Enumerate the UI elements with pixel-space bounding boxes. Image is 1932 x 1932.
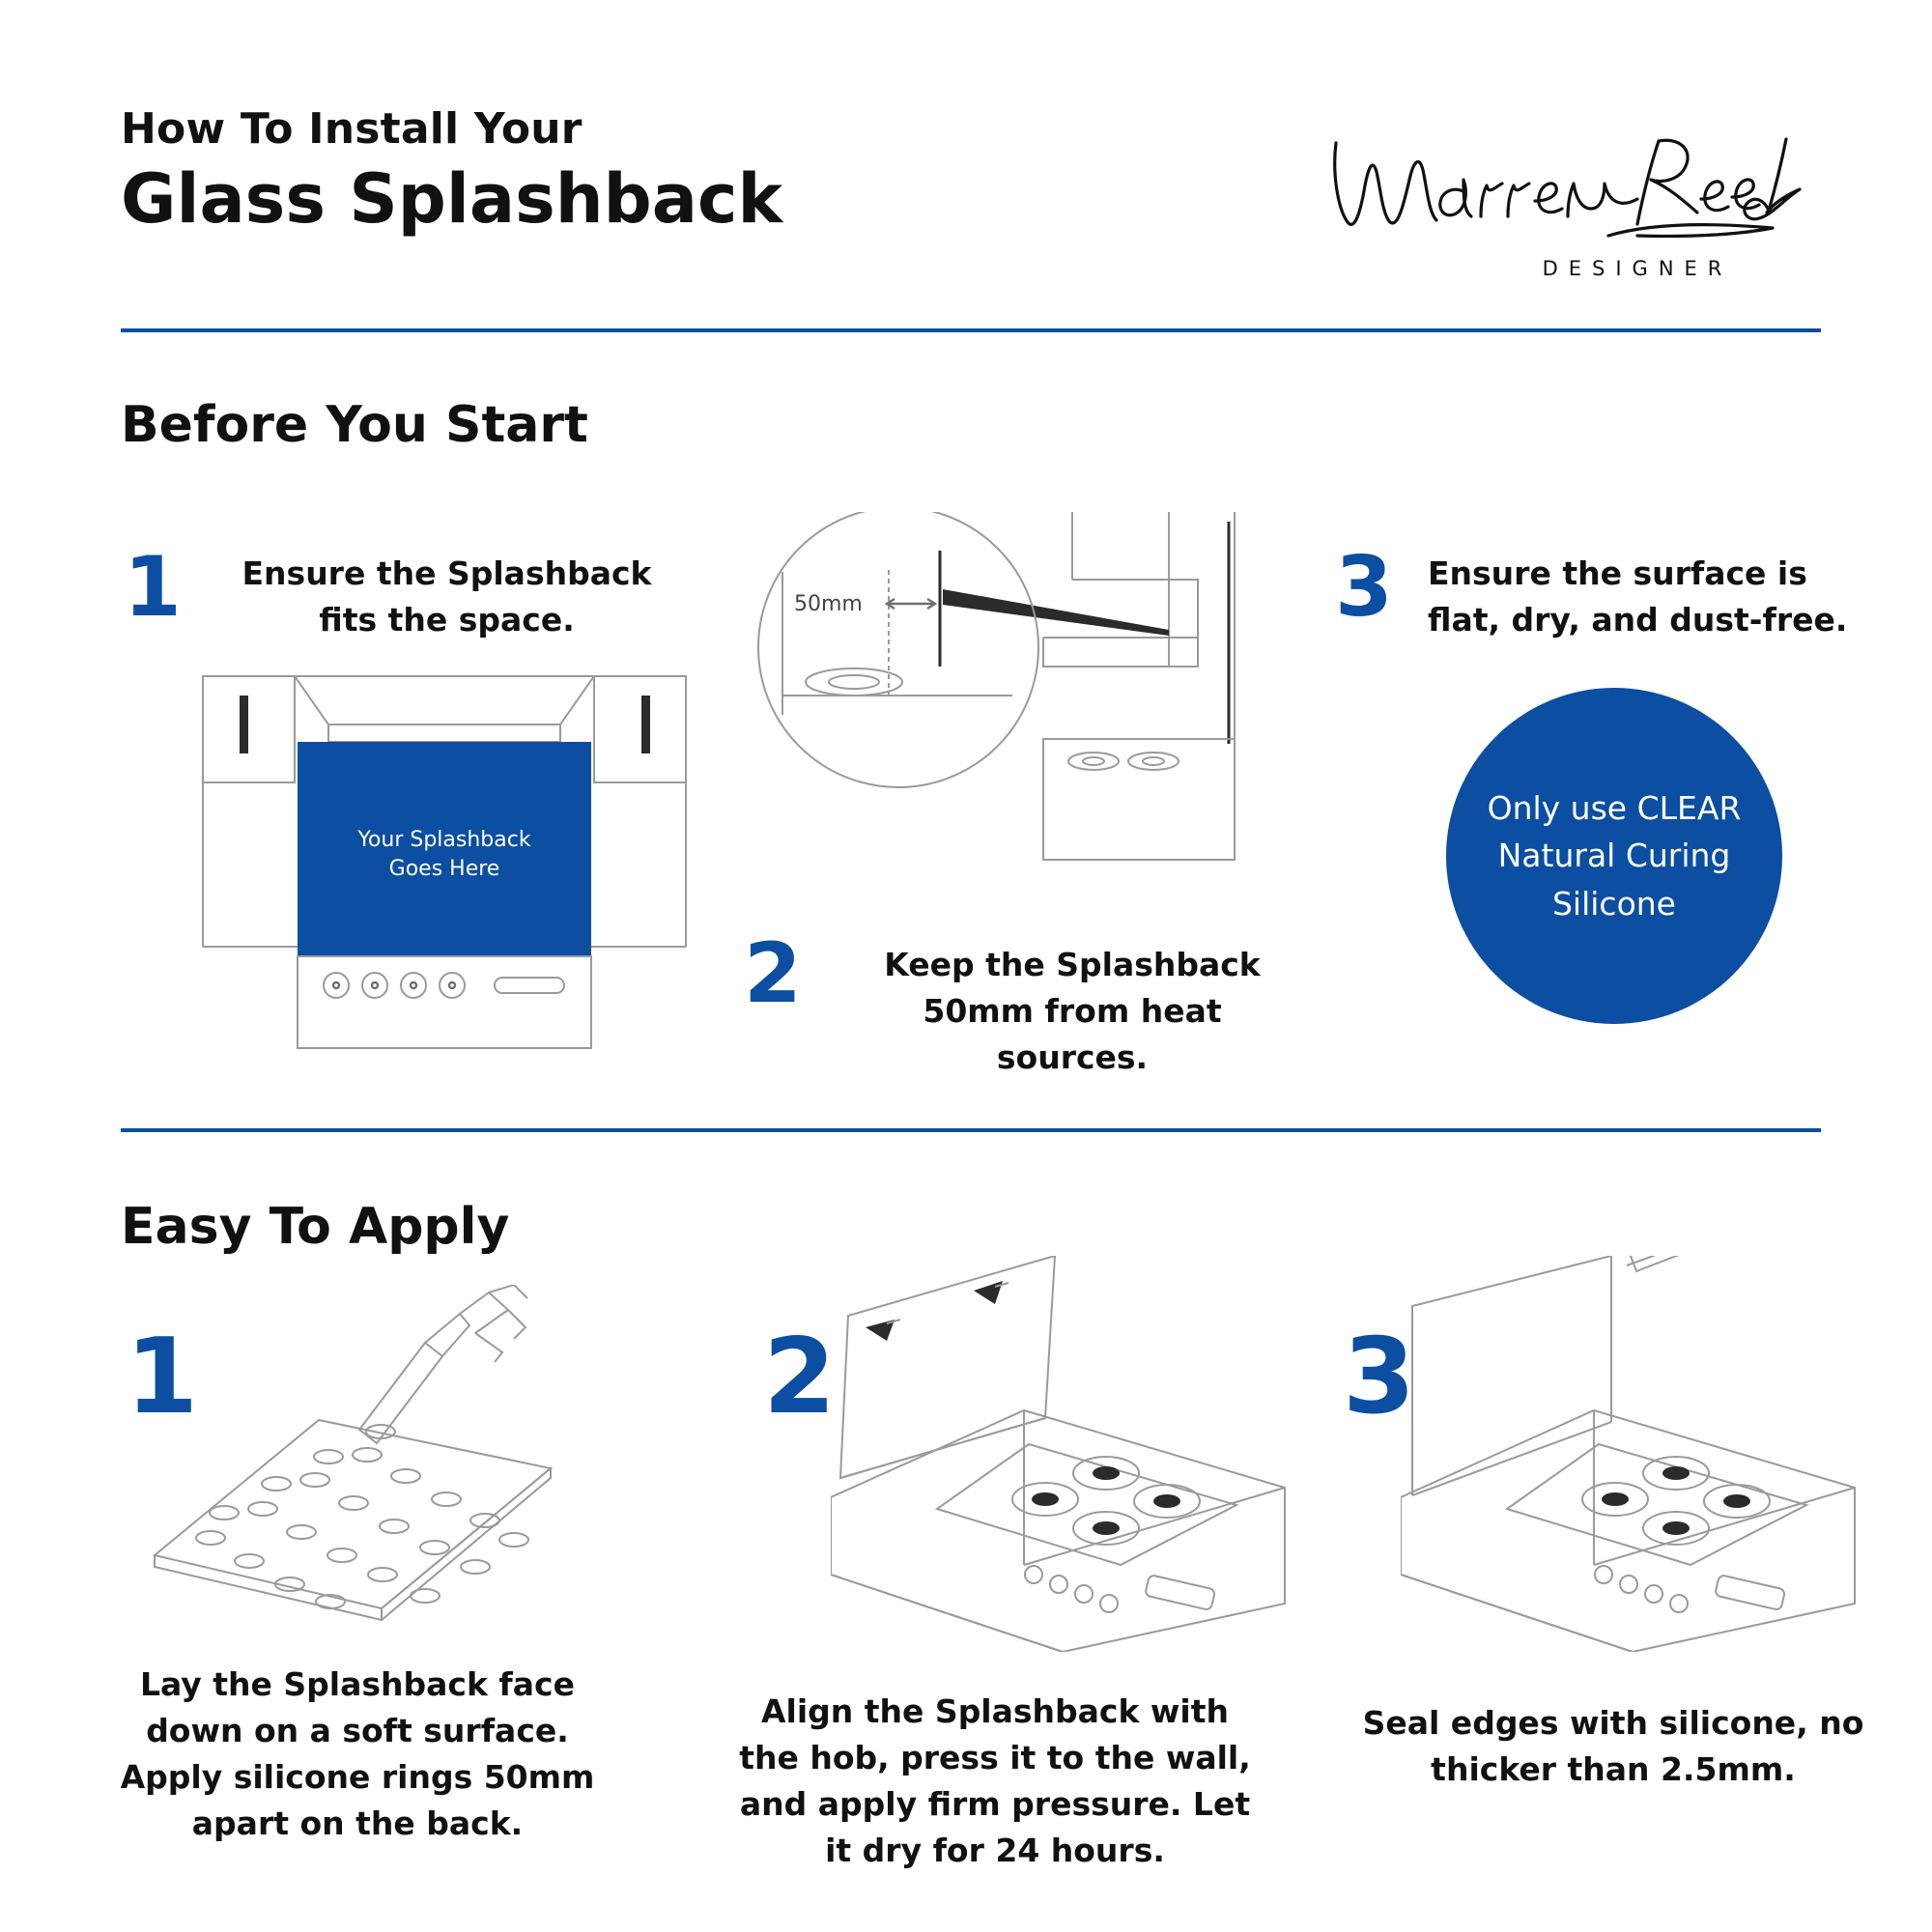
step-text-apply-1: Lay the Splashback face down on a soft surface. Apply silicone rings 50mm apart on the back. bbox=[120, 1665, 595, 1842]
step-text-bys-1: Ensure the Splashback fits the space. bbox=[242, 554, 652, 639]
page-header bbox=[121, 104, 1821, 280]
brand-logo bbox=[1319, 116, 1821, 299]
silicone-callout-text: Only use CLEAR Natural Curing Silicone bbox=[1487, 788, 1742, 923]
step-number-apply-3: 3 bbox=[1343, 1317, 1416, 1437]
step-number-apply-2: 2 bbox=[763, 1317, 837, 1437]
splashback-label-line2: Goes Here bbox=[388, 857, 500, 881]
step-number-bys-1: 1 bbox=[124, 539, 182, 636]
kitchen-elevation-diagram bbox=[174, 667, 715, 1053]
divider-top bbox=[121, 328, 1821, 332]
page-title-small: How To Install Your bbox=[121, 104, 582, 154]
step-number-apply-1: 1 bbox=[126, 1317, 199, 1437]
step-text-apply-3: Seal edges with silicone, no thicker than 2.5mm. bbox=[1362, 1704, 1864, 1788]
step-number-bys-2: 2 bbox=[744, 925, 802, 1022]
step-number-bys-3: 3 bbox=[1335, 539, 1393, 636]
page-title: Glass Splashback bbox=[121, 159, 783, 240]
apply-silicone-rings-diagram bbox=[135, 1285, 618, 1633]
silicone-callout-badge bbox=[1446, 688, 1782, 1024]
align-splashback-diagram bbox=[831, 1256, 1294, 1652]
seal-edges-diagram bbox=[1401, 1256, 1864, 1652]
divider-middle bbox=[121, 1128, 1821, 1132]
dimension-label-50mm: 50mm bbox=[794, 592, 863, 616]
step-text-apply-2: Align the Splashback with the hob, press it to the wall, and apply firm pressure. Let it dry for 24 hours. bbox=[739, 1692, 1251, 1869]
signature-logo-icon bbox=[1319, 116, 1821, 261]
splashback-label-line1: Your Splashback bbox=[357, 828, 531, 852]
step-text-bys-3: Ensure the surface is flat, dry, and dust-free. bbox=[1428, 554, 1848, 639]
logo-subtitle: DESIGNER bbox=[1542, 257, 1733, 280]
section-heading-easy-to-apply: Easy To Apply bbox=[121, 1198, 510, 1256]
step-text-bys-2: Keep the Splashback 50mm from heat sources. bbox=[884, 946, 1261, 1076]
section-heading-before-you-start: Before You Start bbox=[121, 396, 588, 454]
